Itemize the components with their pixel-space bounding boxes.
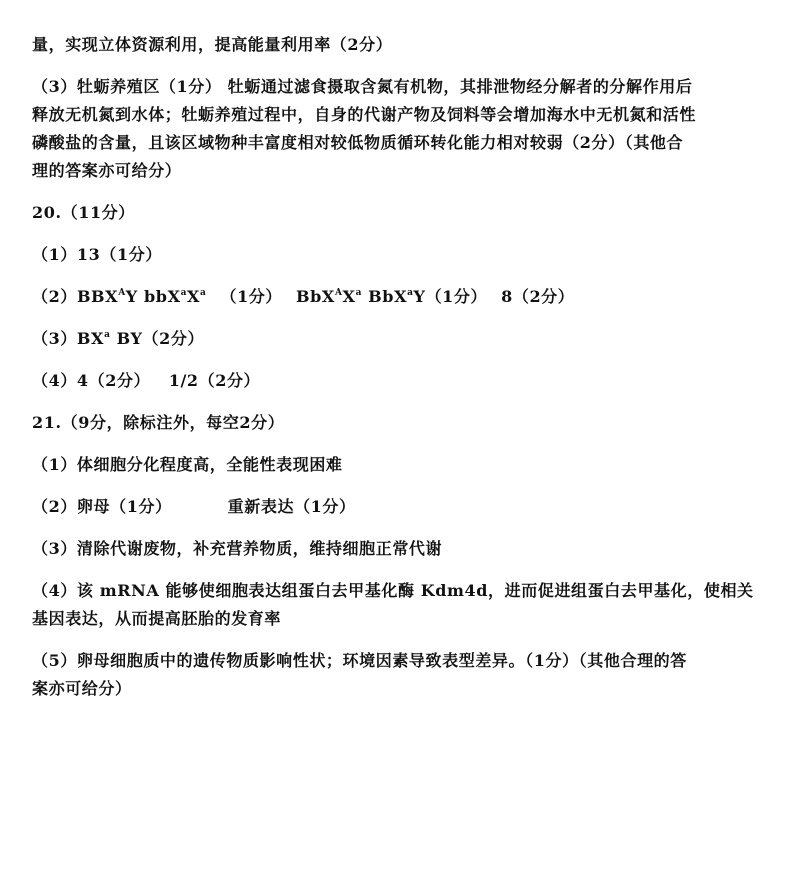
genotype-text: BbX — [296, 287, 335, 306]
answer-21-3: （3）清除代谢废物，补充营养物质，维持细胞正常代谢 — [32, 539, 443, 558]
answer-number: （2） — [32, 287, 77, 306]
genotype-text: X — [342, 287, 356, 306]
question-heading-21: 21.（9分，除标注外，每空2分） — [32, 413, 285, 432]
allele-superscript: a — [355, 288, 362, 298]
text-line: 理的答案亦可给分） — [32, 161, 182, 180]
answer-21-2 — [32, 497, 780, 517]
allele-superscript: a — [407, 288, 414, 298]
answer-21-1: （1）体细胞分化程度高，全能性表现困难 — [32, 455, 343, 474]
answer-20-1: （1）13（1分） — [32, 245, 162, 264]
genotype-text: Y（1分） — [413, 287, 488, 306]
text-line: 磷酸盐的含量，且该区域物种丰富度相对较低物质循环转化能力相对较弱（2分）（其他合 — [32, 133, 684, 152]
answer-21-5: （5）卵母细胞质中的遗传物质影响性状；环境因素导致表型差异。（1分）（其他合理的答 — [32, 651, 687, 670]
answer-20-2 — [32, 287, 780, 307]
text-line: 量，实现立体资源利用，提高能量利用率（2分） — [32, 35, 393, 54]
score-text: （1分） — [220, 287, 283, 306]
genotype-text: Y bbX — [125, 287, 181, 306]
genotype-text: X — [187, 287, 201, 306]
answer-21-4: （4）该 mRNA 能够使细胞表达组蛋白去甲基化酶 Kdm4d，进而促进组蛋白去甲基化，使相关 — [32, 581, 754, 600]
answer-part: （2）卵母（1分） — [32, 497, 172, 516]
genotype-text: （3）BX — [32, 329, 105, 348]
genotype-text: BbX — [362, 287, 408, 306]
answer-20-3 — [32, 329, 780, 349]
answer-part: 重新表达（1分） — [227, 497, 356, 516]
allele-superscript: a — [200, 288, 207, 298]
score-text: 8（2分） — [501, 287, 575, 306]
text-line: 释放无机氮到水体；牡蛎养殖过程中，自身的代谢产物及饲料等会增加海水中无机氮和活性 — [32, 105, 697, 124]
genotype-text: BY（2分） — [110, 329, 205, 348]
allele-superscript: a — [180, 288, 188, 298]
genotype-text: BBX — [76, 287, 119, 306]
allele-superscript: a — [104, 330, 111, 340]
allele-superscript: A — [334, 288, 343, 298]
question-heading-20: 20.（11分） — [32, 203, 135, 222]
text-line: 案亦可给分） — [32, 679, 132, 698]
answer-20-4: （4）4（2分） 1/2（2分） — [32, 371, 261, 390]
text-line: 基因表达，从而提高胚胎的发育率 — [32, 609, 282, 628]
allele-superscript: A — [118, 288, 126, 298]
text-line: （3）牡蛎养殖区（1分） 牡蛎通过滤食摄取含氮有机物，其排泄物经分解者的分解作用后 — [32, 77, 693, 96]
